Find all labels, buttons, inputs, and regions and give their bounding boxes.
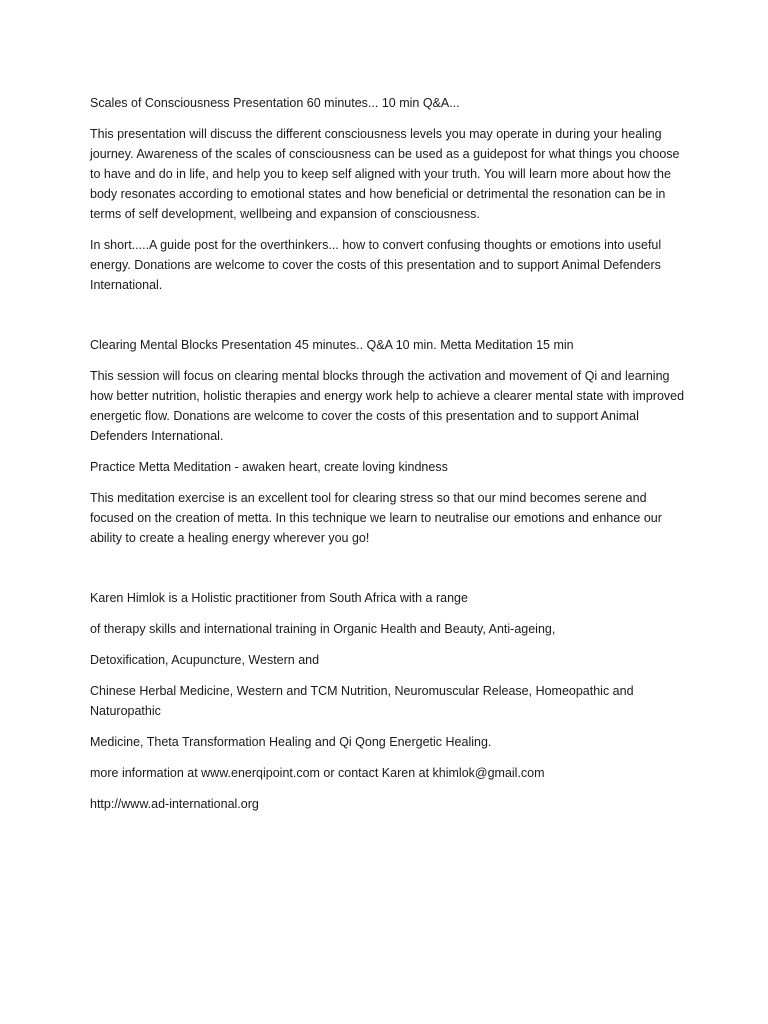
bio-line-1: Karen Himlok is a Holistic practitioner from South Africa with a range bbox=[90, 591, 468, 605]
bio-line-6: more information at www.enerqipoint.com or contact Karen at khimlok@gmail.com bbox=[90, 766, 545, 780]
bio-line-2: of therapy skills and international training in Organic Health and Beauty, Anti-ageing, bbox=[90, 622, 556, 636]
section1-paragraph-2: In short.....A guide post for the overthinkers... how to convert confusing thoughts or emotions into useful energy. Donations are welcome to cover the costs of this presentation and to support Animal Defenders International. bbox=[90, 238, 662, 292]
section1-heading bbox=[90, 93, 690, 113]
section2-paragraph-1: This session will focus on clearing mental blocks through the activation and movement of Qi and learning how better nutrition, holistic therapies and energy work help to achieve a clearer mental state with improved energetic flow. Donations are welcome to cover the costs of this presentation and to support Animal Defenders International. bbox=[90, 369, 685, 443]
section2-heading-meditation: Metta Meditation bbox=[440, 338, 533, 352]
section1-heading-duration: 60 minutes... 10 min Q&A... bbox=[303, 96, 460, 110]
section2-heading-meditation-duration: 15 min bbox=[532, 338, 574, 352]
section2-heading-duration: 45 minutes.. Q&A 10 min. bbox=[291, 338, 441, 352]
section2-paragraph-2: Practice Metta Meditation - awaken heart, create loving kindness bbox=[90, 460, 448, 474]
section2-paragraph-3: This meditation exercise is an excellent tool for clearing stress so that our mind becomes serene and focused on the creation of metta. In this technique we learn to neutralise our emotions and enhance our ability to create a healing energy wherever you go! bbox=[90, 491, 662, 545]
document-page bbox=[90, 93, 690, 814]
section1-heading-title: Scales of Consciousness Presentation bbox=[90, 96, 304, 110]
bio-line-5: Medicine, Theta Transformation Healing and Qi Qong Energetic Healing. bbox=[90, 735, 492, 749]
bio-line-3: Detoxification, Acupuncture, Western and bbox=[90, 653, 320, 667]
bio-line-7: http://www.ad-international.org bbox=[90, 797, 259, 811]
bio-line-4: Chinese Herbal Medicine, Western and TCM Nutrition, Neuromuscular Release, Homeopathic and Naturopathic bbox=[90, 684, 634, 718]
section2-heading bbox=[90, 335, 690, 355]
section2-heading-title: Clearing Mental Blocks Presentation bbox=[90, 338, 292, 352]
section1-paragraph-1: This presentation will discuss the different consciousness levels you may operate in during your healing journey. Awareness of the scales of consciousness can be used as a guidepost for what things you choose to have and do in life, and help you to keep self aligned with your truth. You will learn more about how the body resonates according to emotional states and how beneficial or detrimental the resonation can be in terms of self development, wellbeing and expansion of consciousness. bbox=[90, 127, 680, 221]
